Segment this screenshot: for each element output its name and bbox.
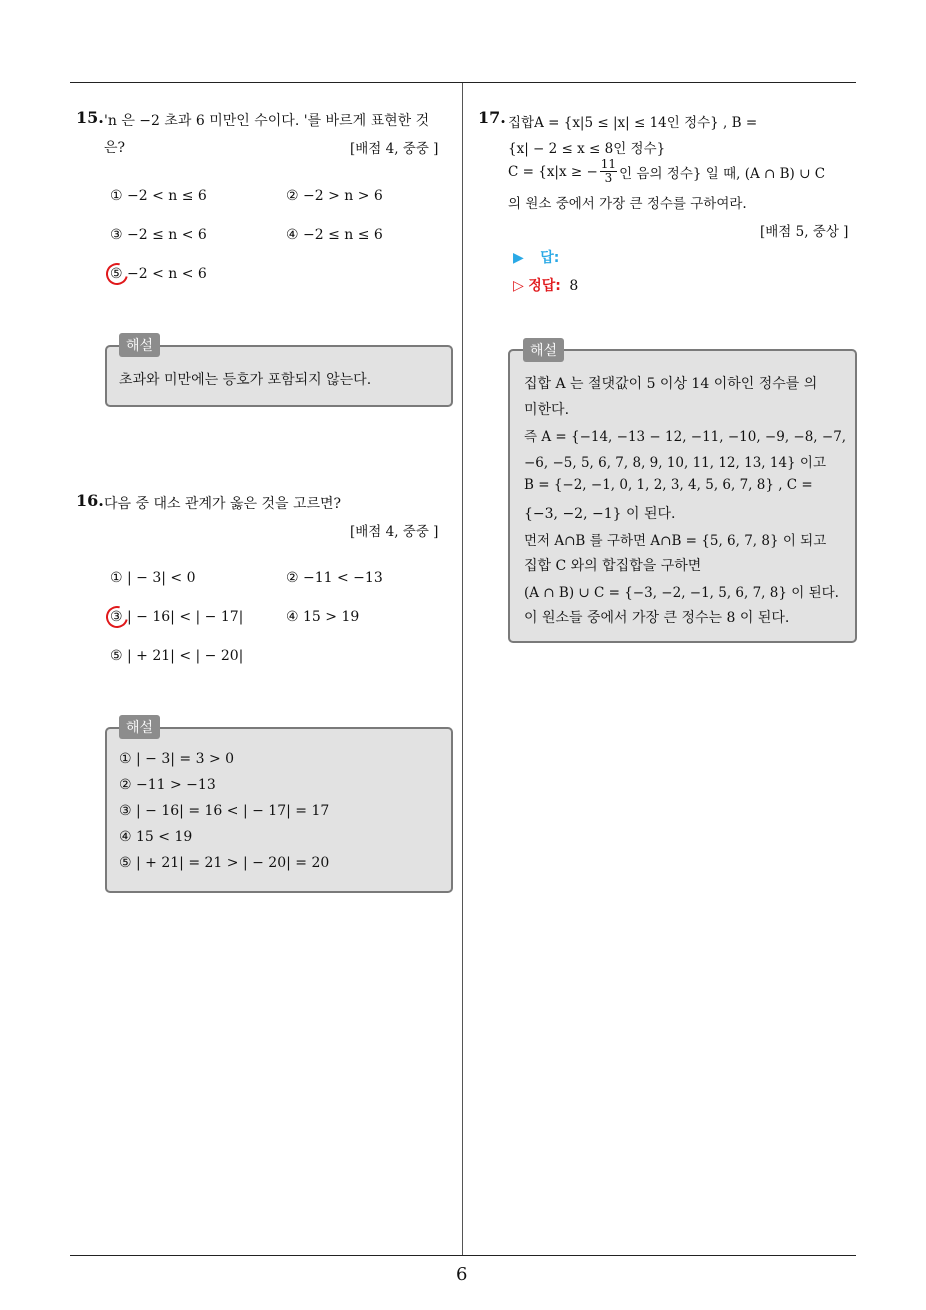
explanation-line: ⑤ | + 21| = 21 > | − 20| = 20	[119, 855, 330, 871]
set-c-definition-cont: 인 음의 정수} 일 때, (A ∩ B) ∪ C	[619, 165, 826, 182]
explanation-line: ② −11 > −13	[119, 777, 216, 793]
selected-answer-mark	[102, 259, 132, 289]
bottom-rule	[70, 1255, 856, 1256]
choice-4[interactable]: ④ −2 ≤ n ≤ 6	[286, 227, 383, 243]
choice-3[interactable]: ③ | − 16| < | − 17|	[110, 609, 244, 625]
question-text: 'n 은 −2 초과 6 미만인 수이다. '를 바르게 표현한 것	[104, 113, 430, 129]
fraction-numerator: 11	[600, 157, 617, 171]
explanation-box	[508, 349, 857, 643]
play-outline-icon: ▷	[513, 278, 524, 294]
choice-5[interactable]: ⑤ | + 21| < | − 20|	[110, 648, 244, 664]
question-text: 집합A = {x|5 ≤ |x| ≤ 14인 정수} , B =	[508, 115, 758, 131]
correct-label: 정답:	[528, 278, 561, 294]
question-text: 다음 중 대소 관계가 옳은 것을 고르면?	[104, 496, 342, 512]
explanation-line: 집합 C 와의 합집합을 구하면	[524, 558, 702, 574]
explanation-line: 집합 A 는 절댓값이 5 이상 14 이하인 정수를 의	[524, 376, 818, 392]
explanation-tab: 해설	[523, 338, 564, 362]
explanation-line: ③ | − 16| = 16 < | − 17| = 17	[119, 803, 330, 819]
explanation-line: 이 원소들 중에서 가장 큰 정수는 8 이 된다.	[524, 610, 790, 626]
question-number: 17.	[478, 108, 506, 127]
set-c-definition: C = {x|x ≥ −	[508, 163, 598, 180]
question-meta: [배점 4, 중중 ]	[350, 524, 439, 540]
play-icon: ▶	[513, 250, 524, 266]
choice-1[interactable]: ① −2 < n ≤ 6	[110, 188, 207, 204]
correct-answer-row	[513, 275, 578, 295]
question-text-cont: 은?	[104, 140, 126, 156]
explanation-line: 즉 A = {−14, −13 − 12, −11, −10, −9, −8, −7,	[524, 429, 847, 445]
explanation-line: −6, −5, 5, 6, 7, 8, 9, 10, 11, 12, 13, 14} 이고	[524, 455, 827, 471]
explanation-line: B = {−2, −1, 0, 1, 2, 3, 4, 5, 6, 7, 8} , C =	[524, 477, 813, 493]
question-number: 16.	[76, 491, 104, 510]
explanation-line: ④ 15 < 19	[119, 829, 193, 845]
fraction	[600, 158, 617, 185]
explanation-tab: 해설	[119, 333, 160, 357]
question-text-cont: 의 원소 중에서 가장 큰 정수를 구하여라.	[508, 196, 747, 212]
answer-row	[513, 247, 559, 267]
choice-2[interactable]: ② −11 < −13	[286, 570, 383, 586]
answer-label: 답:	[540, 250, 560, 266]
question-number: 15.	[76, 108, 104, 127]
correct-value: 8	[569, 278, 579, 294]
choice-1[interactable]: ① | − 3| < 0	[110, 570, 196, 586]
question-text-cont	[508, 158, 825, 185]
choice-2[interactable]: ② −2 > n > 6	[286, 188, 383, 204]
explanation-line: (A ∩ B) ∪ C = {−3, −2, −1, 5, 6, 7, 8} 이 된다.	[524, 585, 839, 601]
question-meta: [배점 4, 중중 ]	[350, 141, 439, 157]
explanation-line: 먼저 A∩B 를 구하면 A∩B = {5, 6, 7, 8} 이 되고	[524, 533, 827, 549]
choice-5[interactable]: ⑤ −2 < n < 6	[110, 266, 207, 282]
choice-4[interactable]: ④ 15 > 19	[286, 609, 360, 625]
explanation-box	[105, 727, 453, 893]
explanation-line: 미한다.	[524, 402, 570, 418]
page-number: 6	[456, 1264, 468, 1285]
question-meta: [배점 5, 중상 ]	[760, 224, 849, 240]
fraction-denominator: 3	[604, 171, 613, 185]
column-divider	[462, 83, 463, 1255]
explanation-tab: 해설	[119, 715, 160, 739]
choice-3[interactable]: ③ −2 ≤ n < 6	[110, 227, 207, 243]
explanation-line: 초과와 미만에는 등호가 포함되지 않는다.	[119, 372, 372, 388]
selected-answer-mark	[102, 602, 132, 632]
explanation-line: ① | − 3| = 3 > 0	[119, 751, 235, 767]
explanation-line: {−3, −2, −1} 이 된다.	[524, 506, 676, 522]
question-text-cont: {x| − 2 ≤ x ≤ 8인 정수}	[508, 141, 666, 157]
top-rule	[70, 82, 856, 83]
